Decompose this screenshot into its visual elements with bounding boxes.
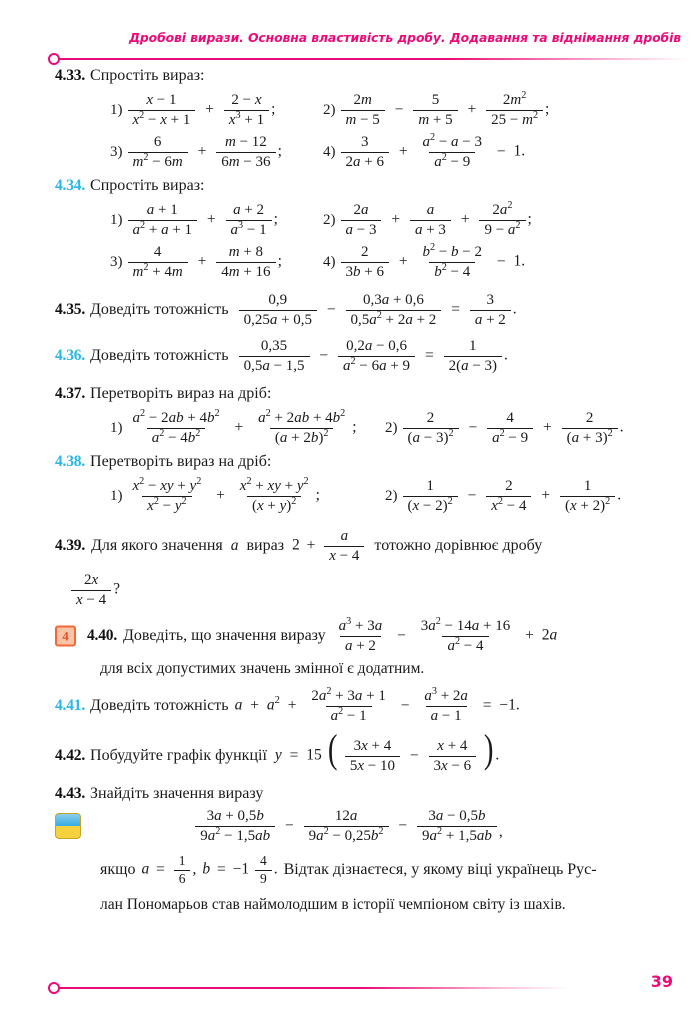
item-label: 1) bbox=[110, 419, 123, 436]
exercise-list bbox=[0, 66, 695, 914]
item-expression: $\frac{2a}{a - 3}$ + $\frac{a}{a + 3}$ + $\frac{2a^2}{9 - a^2}$ ; bbox=[339, 202, 532, 237]
page-header bbox=[0, 30, 695, 64]
item-label: 2) bbox=[385, 419, 398, 436]
tail-line-2: лан Пономарьов став наймолодшим в історії чемпіоном світу із шахів. bbox=[100, 896, 566, 913]
item-2 bbox=[323, 92, 549, 127]
header-rule-line bbox=[56, 58, 688, 60]
header-rule-dot-icon bbox=[48, 53, 60, 65]
exercise-expression: $a + a^2$ + $\frac{2a^2 + 3a + 1}{a^2 - 1}$ − $\frac{a^3 + 2a}{a - 1}$ = −1. bbox=[234, 686, 520, 724]
exercise-4-35 bbox=[0, 288, 695, 332]
header-rule bbox=[48, 53, 688, 65]
item-expression: $\frac{a^2 - 2ab + 4b^2}{a^2 - 4b^2}$ + $\frac{a^2 + 2ab + 4b^2}{(a + 2b)^2}$ ; bbox=[132, 408, 357, 446]
item-4 bbox=[323, 134, 525, 169]
exercise-4-39 bbox=[0, 524, 695, 612]
exercise-items bbox=[55, 408, 681, 448]
item-2 bbox=[385, 410, 624, 445]
item-label: 2) bbox=[385, 487, 398, 504]
item-2 bbox=[385, 478, 621, 513]
item-label: 1) bbox=[110, 487, 123, 504]
exercise-prompt: Доведіть, що значення виразу bbox=[123, 627, 326, 644]
tail-line-1: Відтак дізнаєтеся, у якому віці українець Рус- bbox=[283, 861, 597, 878]
exercise-expression-2: $\frac{2x}{x - 4}$ ? bbox=[69, 572, 120, 607]
item-2 bbox=[323, 202, 532, 237]
exercise-number: 4.41. bbox=[55, 697, 86, 714]
item-expression: $\frac{3}{2a + 6}$ + $\frac{a^2 - a - 3}{a^2 - 9}$ − 1. bbox=[339, 134, 526, 169]
exercise-expression-1: 2 + $\frac{a}{x - 4}$ bbox=[284, 528, 374, 563]
exercise-4-33 bbox=[0, 66, 695, 172]
exercise-number: 4.40. bbox=[87, 627, 118, 644]
item-4 bbox=[323, 244, 525, 279]
exercise-prompt: Спростіть вираз: bbox=[90, 67, 205, 84]
exercise-items bbox=[55, 476, 681, 516]
exercise-4-34 bbox=[0, 176, 695, 282]
exercise-prompt: Побудуйте графік функції bbox=[90, 747, 267, 764]
exercise-number: 4.33. bbox=[55, 67, 86, 84]
exercise-expression: $\frac{3a + 0,5b}{9a^2 - 1,5ab}$ − $\frac{12a}{9a^2 - 0,25b^2}$ − $\frac{3a - 0,5b}{9a^2 + 1,5ab}$ , bbox=[193, 808, 502, 843]
item-expression: $\frac{2}{(a - 3)^2}$ − $\frac{4}{a^2 - 9}$ + $\frac{2}{(a + 3)^2}$ . bbox=[401, 410, 624, 445]
footer-rule bbox=[48, 982, 648, 994]
condition-lead: якщо bbox=[100, 861, 136, 878]
item-label: 3) bbox=[110, 253, 123, 270]
item-label: 4) bbox=[323, 253, 336, 270]
item-3 bbox=[55, 134, 323, 169]
exercise-prompt: Знайдіть значення виразу bbox=[90, 785, 264, 802]
item-expression: $\frac{a + 1}{a^2 + a + 1}$ + $\frac{a + 2}{a^3 - 1}$ ; bbox=[126, 202, 278, 237]
item-expression: $\frac{2m}{m - 5}$ − $\frac{5}{m + 5}$ + $\frac{2m^2}{25 - m^2}$ ; bbox=[339, 92, 550, 127]
item-label: 1) bbox=[110, 101, 123, 118]
ukraine-flag-icon bbox=[55, 813, 81, 839]
exercise-prompt: Доведіть тотожність bbox=[90, 697, 229, 714]
page-footer bbox=[0, 972, 695, 1006]
item-label: 1) bbox=[110, 211, 123, 228]
exercise-number: 4.38. bbox=[55, 453, 86, 470]
exercise-4-43 bbox=[0, 784, 695, 914]
item-expression: $\frac{1}{(x - 2)^2}$ − $\frac{2}{x^2 - 4}$ + $\frac{1}{(x + 2)^2}$ . bbox=[401, 478, 622, 513]
footer-rule-dot-icon bbox=[48, 982, 60, 994]
item-label: 4) bbox=[323, 143, 336, 160]
exercise-prompt: Доведіть тотожність bbox=[90, 301, 229, 318]
exercise-expression: $\frac{a^3 + 3a}{a + 2}$ − $\frac{3a^2 - 14a + 16}{a^2 - 4}$ + 2a bbox=[338, 616, 558, 654]
item-3 bbox=[55, 244, 323, 279]
level-marker-badge bbox=[55, 626, 76, 647]
exercise-4-42 bbox=[0, 725, 695, 778]
exercise-4-41 bbox=[0, 684, 695, 728]
item-1 bbox=[55, 202, 323, 237]
exercise-prompt: Перетворіть вираз на дріб: bbox=[90, 385, 272, 402]
condition-b: b = −1 $\frac{4}{9}$ . bbox=[202, 852, 278, 886]
exercise-number: 4.43. bbox=[55, 785, 86, 802]
level-marker-label: 4 bbox=[62, 628, 69, 643]
exercise-prompt: Доведіть тотожність bbox=[90, 347, 229, 364]
exercise-number: 4.37. bbox=[55, 385, 86, 402]
exercise-prompt-c: тотожно дорівнює дробу bbox=[374, 537, 543, 554]
page-number: 39 bbox=[650, 972, 673, 991]
item-label: 3) bbox=[110, 143, 123, 160]
item-expression: $\frac{2}{3b + 6}$ + $\frac{b^2 - b - 2}{b^2 - 4}$ − 1. bbox=[339, 244, 526, 279]
exercise-prompt-b: вираз bbox=[246, 537, 285, 554]
exercise-number: 4.35. bbox=[55, 301, 86, 318]
exercise-4-40 bbox=[0, 614, 695, 678]
exercise-continuation: для всіх допустимих значень змінної є додатним. bbox=[100, 660, 425, 677]
exercise-4-38 bbox=[0, 452, 695, 516]
exercise-number: 4.39. bbox=[55, 537, 86, 554]
item-label: 2) bbox=[323, 211, 336, 228]
exercise-prompt-a: Для якого значення bbox=[91, 537, 223, 554]
exercise-number: 4.34. bbox=[55, 177, 86, 194]
exercise-4-36 bbox=[0, 334, 695, 378]
exercise-expression: $\frac{0,9}{0,25a + 0,5}$ − $\frac{0,3a + 0,6}{0,5a^2 + 2a + 2}$ = $\frac{3}{a + 2}$ . bbox=[237, 292, 517, 327]
exercise-prompt: Спростіть вираз: bbox=[90, 177, 205, 194]
exercise-number: 4.42. bbox=[55, 747, 86, 764]
footer-rule-line bbox=[56, 987, 568, 989]
exercise-expression: y = 15 ( $\frac{3x + 4}{5x - 10}$ − $\frac{x + 4}{3x - 6}$ ) . bbox=[274, 725, 500, 774]
exercise-items bbox=[55, 90, 681, 172]
item-expression: $\frac{x - 1}{x^2 - x + 1}$ + $\frac{2 - x}{x^3 + 1}$ ; bbox=[126, 92, 276, 127]
exercise-number: 4.36. bbox=[55, 347, 86, 364]
page-title: Дробові вирази. Основна властивість дробу. Додавання та віднімання дробів bbox=[128, 30, 681, 45]
item-label: 2) bbox=[323, 101, 336, 118]
condition-a: a = $\frac{1}{6}$ , bbox=[141, 852, 197, 886]
exercise-items bbox=[55, 200, 681, 282]
exercise-expression: $\frac{0,35}{0,5a - 1,5}$ − $\frac{0,2a - 0,6}{a^2 - 6a + 9}$ = $\frac{1}{2(a - 3)}$ . bbox=[237, 338, 508, 373]
item-1 bbox=[55, 92, 323, 127]
item-expression: $\frac{6}{m^2 - 6m}$ + $\frac{m - 12}{6m - 36}$ ; bbox=[126, 134, 282, 169]
exercise-prompt: Перетворіть вираз на дріб: bbox=[90, 453, 272, 470]
variable-a: a bbox=[230, 537, 239, 554]
item-1 bbox=[55, 478, 385, 513]
item-1 bbox=[55, 410, 385, 445]
item-expression: $\frac{x^2 - xy + y^2}{x^2 - y^2}$ + $\frac{x^2 + xy + y^2}{(x + y)^2}$ ; bbox=[132, 476, 320, 514]
item-expression: $\frac{4}{m^2 + 4m}$ + $\frac{m + 8}{4m + 16}$ ; bbox=[126, 244, 282, 279]
exercise-4-37 bbox=[0, 384, 695, 448]
